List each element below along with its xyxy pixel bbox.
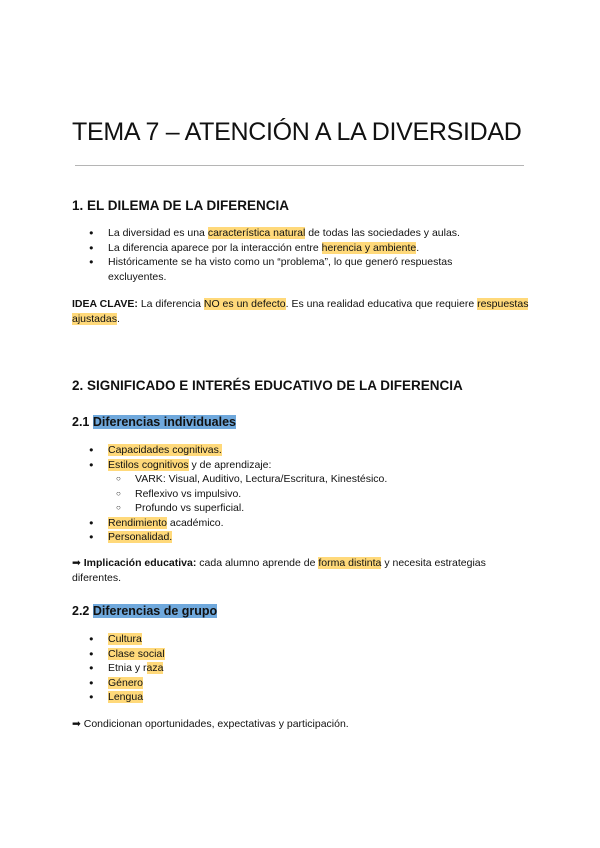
list-item: ● Género <box>72 676 508 691</box>
sublist-item: ○ VARK: Visual, Auditivo, Lectura/Escritura, Kinestésico. <box>72 472 508 487</box>
list-item: ● Estilos cognitivos y de aprendizaje: ○ VARK: Visual, Auditivo, Lectura/Escritura, Kinestésico. ○ Reflexivo vs impulsivo. ○ Profundo vs superficial. <box>72 458 508 516</box>
highlight: herencia y ambiente <box>321 241 417 254</box>
title-divider <box>75 165 524 166</box>
list-item: ● Históricamente se ha visto como un “problema”, lo que generó respuestas excluyentes. <box>72 255 508 284</box>
group-differences-note: ➡ Condicionan oportunidades, expectativas y participación. <box>72 718 349 730</box>
list-item: ● Rendimiento académico. <box>72 516 508 531</box>
highlight: característica natural <box>207 227 306 239</box>
subsection-2-2-heading: 2.2 Diferencias de grupo <box>72 604 218 618</box>
list-item: ● Etnia y raza <box>72 661 508 676</box>
list-item: ● La diferencia aparece por la interacción entre herencia y ambiente. <box>72 241 508 256</box>
section-1-list <box>72 226 508 284</box>
highlight: NO es un defecto <box>203 298 286 310</box>
arrow-icon: ➡ <box>72 718 81 730</box>
document-title: TEMA 7 – ATENCIÓN A LA DIVERSIDAD <box>72 118 522 146</box>
subsection-2-2-list <box>72 632 508 705</box>
list-item: ● La diversidad es una característica natural de todas las sociedades y aulas. <box>72 226 508 241</box>
key-idea: IDEA CLAVE: La diferencia NO es un defecto. Es una realidad educativa que requiere respuestas ajustadas. <box>72 298 529 325</box>
section-1-heading: 1. EL DILEMA DE LA DIFERENCIA <box>72 198 290 213</box>
learning-styles-sublist <box>108 472 508 516</box>
highlight: forma distinta <box>318 557 382 569</box>
list-item: ● Personalidad. <box>72 530 508 545</box>
subsection-2-1-list <box>72 443 508 545</box>
sublist-item: ○ Reflexivo vs impulsivo. <box>72 487 508 502</box>
list-item: ● Cultura <box>72 632 508 647</box>
heading-highlight: Diferencias de grupo <box>92 604 218 618</box>
highlight: respuestas ajustadas <box>72 298 529 325</box>
list-item: ● Lengua <box>72 690 508 705</box>
section-2-heading: 2. SIGNIFICADO E INTERÉS EDUCATIVO DE LA DIFERENCIA <box>72 378 463 393</box>
educational-implication: ➡ Implicación educativa: cada alumno aprende de forma distinta y necesita estrategias diferentes. <box>72 557 486 584</box>
list-item: ● Capacidades cognitivas. <box>72 443 508 458</box>
list-item: ● Clase social <box>72 647 508 662</box>
arrow-icon: ➡ <box>72 557 81 569</box>
subsection-2-1-heading: 2.1 Diferencias individuales <box>72 415 236 429</box>
sublist-item: ○ Profundo vs superficial. <box>72 501 508 516</box>
heading-highlight: Diferencias individuales <box>92 415 236 429</box>
